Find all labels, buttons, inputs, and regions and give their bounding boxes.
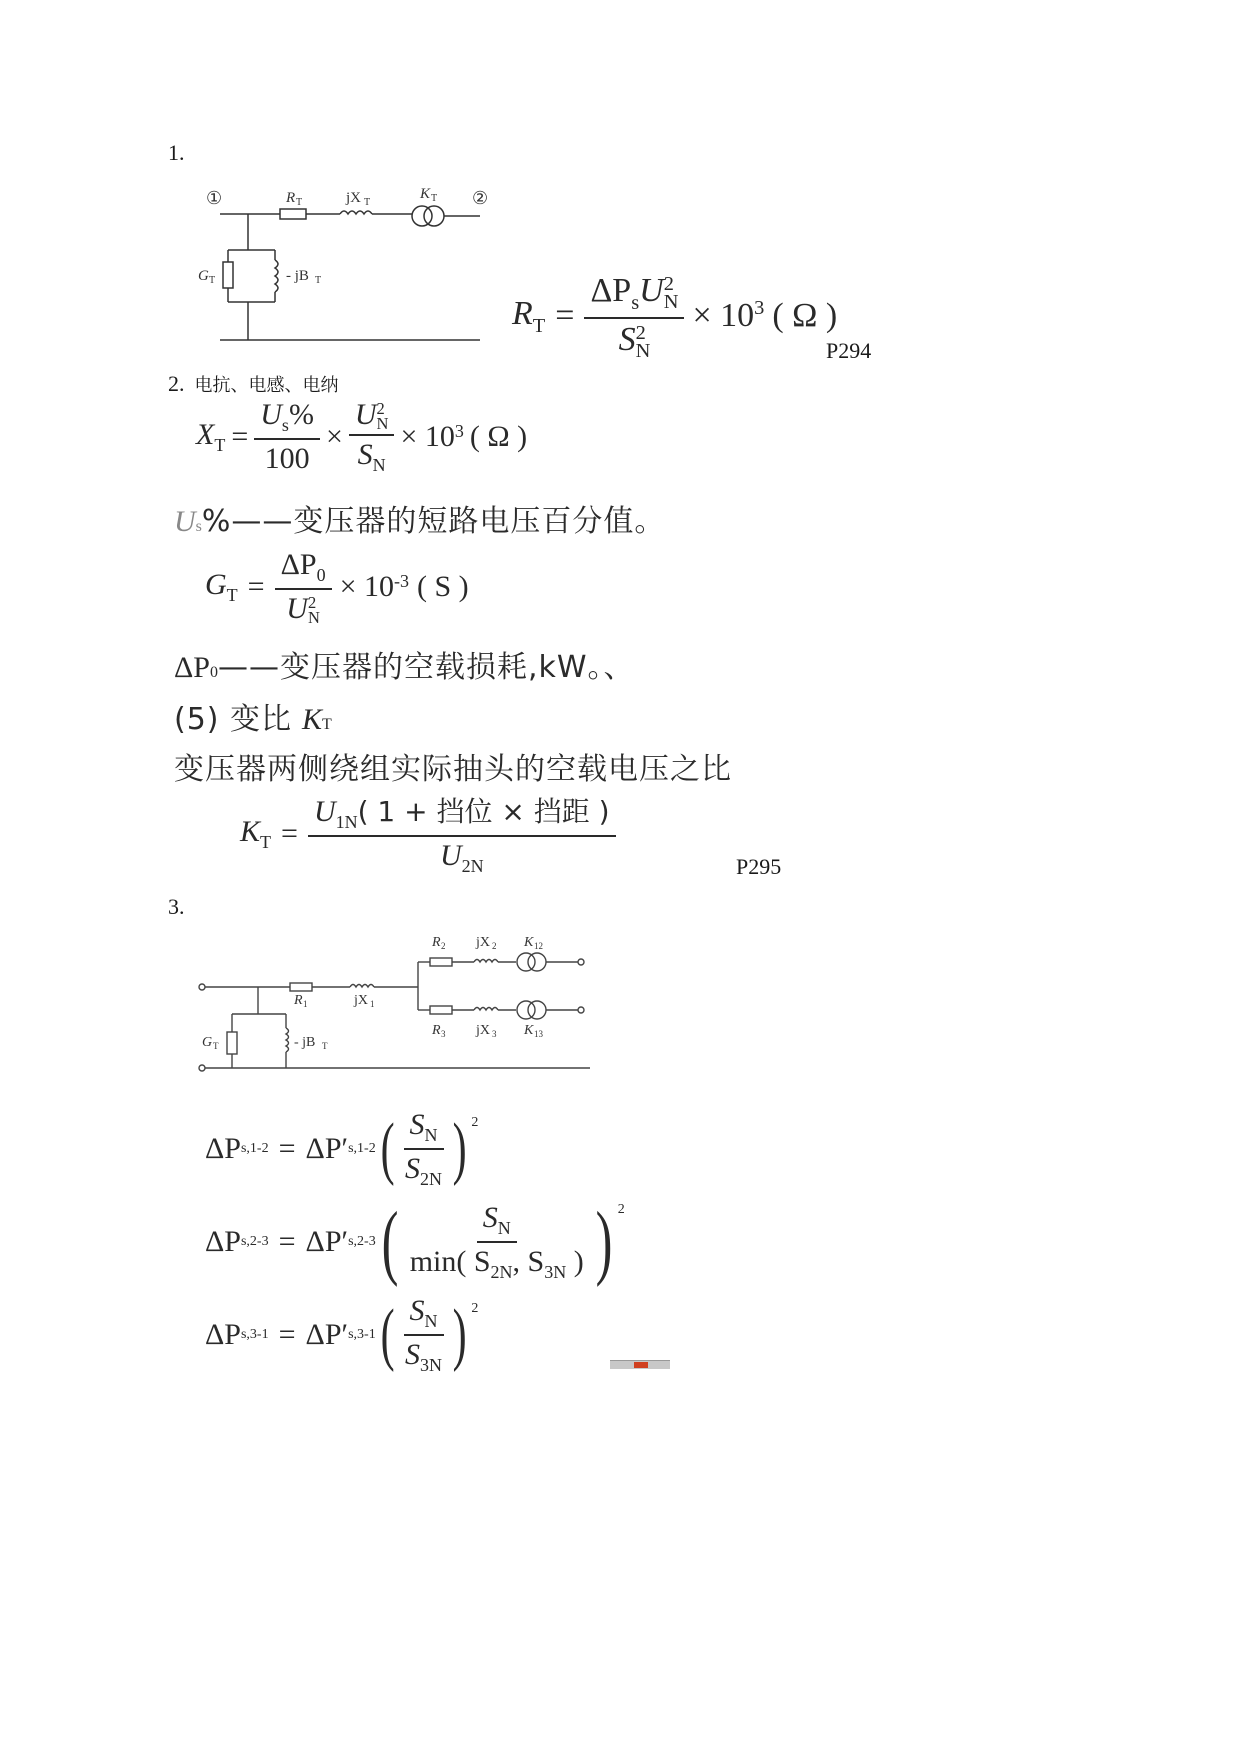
gt-label-sub: T — [209, 275, 216, 286]
r3-label-sub: 3 — [441, 1029, 446, 1039]
gt3-label: G — [202, 1035, 213, 1050]
k12-label-sub: 12 — [534, 941, 543, 951]
definition-us: U s %——变压器的短路电压百分值。 — [174, 504, 666, 539]
formula-kt: $K_T$ = $\frac{U_{1N}( 1 + 挡位 \times 挡距 )}{U_{2N}}$ — [240, 790, 616, 877]
node-1-label: ① — [206, 188, 223, 209]
bt3-label-sub: T — [322, 1041, 328, 1051]
bt-label-sub: T — [315, 275, 322, 286]
r3-label: R — [432, 1023, 441, 1038]
gt-label: G — [198, 268, 209, 284]
formula-rt-fraction: $\Delta P_sU$ 2 N S 2 N — [584, 272, 684, 360]
k12-label: K — [524, 935, 534, 950]
section3-circuit-diagram — [190, 928, 610, 1078]
formula-dp-23: ΔP s,2-3 = ΔP′ s,2-3 ( $\frac{S_N}{\min( S_{2N}, S_{3N} )}$ ) $^2$ — [205, 1195, 625, 1288]
rt-label-sub: T — [296, 197, 303, 208]
ratio-description: 变压器两侧绕组实际抽头的空载电压之比 — [174, 752, 732, 787]
kt-label: K — [420, 186, 431, 202]
scan-artifact — [610, 1360, 670, 1369]
k13-label: K — [524, 1023, 534, 1038]
r1-label: R — [294, 993, 303, 1008]
scan-artifact-mark — [634, 1362, 648, 1368]
jx1-label-sub: 1 — [370, 999, 375, 1009]
formula-xt: $X_T$ = $\frac{U_s\%}{100}$ × U 2 N $S_N$ × 10 $^3$ ( Ω ) — [196, 398, 528, 475]
kt-label-sub: T — [431, 193, 438, 204]
node-2-label: ② — [472, 188, 489, 209]
k13-label-sub: 13 — [534, 1029, 543, 1039]
r2-label-sub: 2 — [441, 941, 446, 951]
section3-number: 3. — [168, 894, 185, 919]
jx3-label-sub: 3 — [492, 1029, 497, 1039]
bt3-label: - jB — [294, 1035, 316, 1050]
section2-heading: 电抗、电感、电纳 — [194, 375, 339, 396]
page-ref-p294: P294 — [826, 338, 872, 363]
jxt-label: jX — [346, 190, 361, 206]
r1-label-sub: 1 — [303, 999, 308, 1009]
jx1-label: jX — [354, 993, 368, 1008]
jxt-label-sub: T — [364, 197, 371, 208]
formula-gt: $G_T$ = $\Delta P_0$ U 2 N × 10 $^{-3}$ ( S ) — [205, 548, 469, 628]
formula-dp-31: ΔP s,3-1 = ΔP′ s,3-1 ( $\frac{S_N}{S_{3N}}$ ) $^2$ — [205, 1294, 479, 1375]
page-ref-p295: P295 — [736, 854, 782, 879]
formula-dp-12: ΔP s,1-2 = ΔP′ s,1-2 ( $\frac{S_N}{S_{2N}}$ ) $^2$ — [205, 1108, 479, 1189]
jx2-label-sub: 2 — [492, 941, 497, 951]
rt-label: R — [286, 190, 296, 206]
jx2-label: jX — [476, 935, 490, 950]
formula-rt: $R_T$ = $\Delta P_sU$ 2 N S 2 N × 10 $^3$ ( Ω ) — [512, 272, 838, 362]
section1-number: 1. — [168, 140, 185, 165]
bt-label: - jB — [286, 268, 309, 284]
r2-label: R — [432, 935, 441, 950]
gt3-label-sub: T — [213, 1041, 219, 1051]
section2-number: 2. — [168, 371, 185, 396]
jx3-label: jX — [476, 1023, 490, 1038]
section2-heading-row — [168, 371, 339, 397]
definition-p0: ΔP 0 ——变压器的空载损耗,kW。、 — [174, 650, 635, 685]
section1-circuit-diagram — [190, 180, 510, 350]
item5-heading: (5) 变比 K T — [174, 702, 332, 737]
